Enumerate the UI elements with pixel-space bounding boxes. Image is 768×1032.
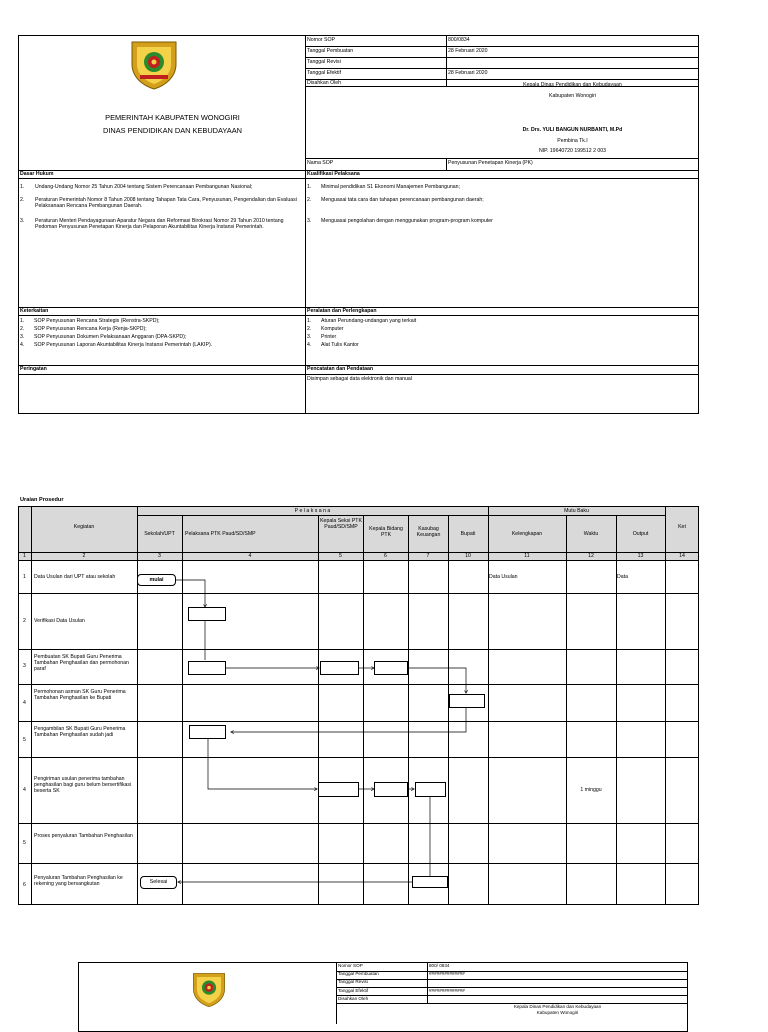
process-box <box>374 782 408 797</box>
keterkaitan-item: SOP Penyusunan Rencana Kerja (Renja-SKPD); <box>34 326 147 332</box>
start-terminal: mulai <box>137 574 176 586</box>
keterkaitan-item: SOP Penyusunan Laporan Akuntabilitas Kinerja Instansi Pemerintah (LAKIP). <box>34 342 213 348</box>
label-disahkan-oleh: Disahkan Oleh <box>307 80 342 86</box>
table-row: Permohonan asman SK Guru Penerima Tambahan Penghasilan ke Bupati <box>34 689 126 702</box>
section-peringatan-title: Peringatan <box>20 366 47 372</box>
col-waktu: Waktu <box>583 531 599 537</box>
col-kegiatan: Kegiatan <box>73 524 95 530</box>
process-box <box>415 782 446 797</box>
label-tanggal-pembuatan: Tanggal Pembuatan <box>307 48 354 54</box>
col-pelaksana-ptk: Pelaksana PTK Paud/SD/SMP <box>185 531 256 537</box>
process-box <box>188 661 226 675</box>
authorizer-name: Dr. Drs. YULI BANGUN NURBANTI, M.Pd <box>522 127 623 133</box>
wonogiri-crest-logo <box>192 970 226 1008</box>
col-output: Output <box>632 531 649 537</box>
col-bupati: Bupati <box>460 531 476 537</box>
process-box <box>320 661 359 675</box>
process-box <box>189 725 226 739</box>
process-box <box>188 607 226 621</box>
dasar-hukum-item: Peraturan Menteri Pendayagunaan Aparatur Negara dan Reformasi Birokrasi Nomor 29 Tahun 2010 tentang Pedoman Penyusunan Penetapan Kinerja dan Pelaporan Akuntabilitas Kinerja Instansi Pemerintah. <box>35 218 284 231</box>
dasar-hukum-item: Undang-Undang Nomor 25 Tahun 2004 tentang Sistem Perencanaan Pembangunan Nasional; <box>35 184 253 190</box>
authorizer-region: Kabupaten Wonogiri <box>549 93 596 99</box>
process-box <box>412 876 448 888</box>
col-ket: Ket <box>678 524 686 530</box>
table-row: Proses penyaluran Tambahan Penghasilan <box>34 833 133 839</box>
section-dasar-hukum-title: Dasar Hukum <box>20 171 54 177</box>
kualifikasi-item: Menguasai tata cara dan tahapan perencanaan pembangunan daerah; <box>321 197 484 203</box>
keterkaitan-item: SOP Penyusunan Dokumen Pelaksanaan Anggaran (DPA-SKPD); <box>34 334 187 340</box>
col-kasubag: Kasubag Keuangan <box>416 526 441 539</box>
table-row: Penyaluran Tambahan Penghasilan ke rekening yang bersangkutan <box>34 875 123 888</box>
label-tanggal-efektif: Tanggal Efektif <box>307 70 342 76</box>
section-kualifikasi-title: Kualifikasi Pelaksana <box>307 171 360 177</box>
process-box <box>318 782 359 797</box>
table-row: Pembuatan SK Bupati Guru Penerima Tambahan Penghasilan dan permohonan paraf <box>34 654 129 673</box>
section-pencatatan-title: Pencatatan dan Pendataan <box>307 366 374 372</box>
col-kasi: Kepala Seksi PTK Paud/SD/SMP <box>320 518 362 531</box>
group-pelaksana: P e l a k s a n a <box>294 508 331 514</box>
value-nama-sop: Penyusunan Penetapan Kinerja (PK) <box>448 160 533 166</box>
gov-line-2: DINAS PENDIDIKAN DAN KEBUDAYAAN <box>103 126 242 135</box>
kualifikasi-item: Minimal pendidikan S1 Ekonomi Manajemen Pembangunan; <box>321 184 460 190</box>
process-box <box>374 661 408 675</box>
peralatan-item: Alat Tulis Kantor <box>321 342 359 348</box>
process-box <box>449 694 485 708</box>
dasar-hukum-item: Peraturan Pemerintah Nomor 8 Tahun 2008 tentang Tahapan Tata Cara, Penyusunan, Pengendalian dan Evaluasi Pelaksanaan Rencana Pembangunan Daerah. <box>35 197 297 210</box>
table-row: Data Usulan dari UPT atau sekolah <box>34 574 116 580</box>
authorizer-title: Kepala Dinas Pendidikan dan Kebudayaan <box>523 82 622 88</box>
col-kelengkapan: Kelengkapan <box>511 531 543 537</box>
authorizer-nip: NIP. 19640720 199512 2 003 <box>538 148 607 154</box>
authorizer-rank: Pembina Tk.I <box>557 138 588 144</box>
end-terminal: Selesai <box>140 876 177 889</box>
section-peralatan-title: Peralatan dan Perlengkapan <box>307 308 377 314</box>
gov-line-1: PEMERINTAH KABUPATEN WONOGIRI <box>105 113 240 122</box>
section-keterkaitan-title: Keterkaitan <box>20 308 49 314</box>
table-row: Pengambilan SK Bupati Guru Penerima Tambahan Penghasilan sudah jadi <box>34 726 126 739</box>
procedure-title: Uraian Prosedur <box>20 497 64 503</box>
table-row: Verifikasi Data Usulan <box>34 618 85 624</box>
col-kabid: Kepala Bidang PTK <box>369 526 403 539</box>
group-mutu-baku: Mutu Baku <box>564 508 589 514</box>
label-tanggal-revisi: Tanggal Revisi <box>307 59 341 65</box>
label-nama-sop: Nama SOP <box>307 160 334 166</box>
kualifikasi-item: Menguasai pengolahan dengan menggunakan program-program komputer <box>321 218 493 224</box>
peralatan-item: Aturan Perundang-undangan yang terkait <box>321 318 417 324</box>
value-nomor-sop: 800/0834 <box>448 37 470 43</box>
value-tanggal-efektif: 28 Februari 2020 <box>448 70 488 76</box>
table-row: Pengiriman usulan penerima tambahan penghasilan bagi guru belum bersertifikasi beserta SK <box>34 776 132 795</box>
value-tanggal-pembuatan: 28 Februari 2020 <box>448 48 488 54</box>
pencatatan-text: Disimpan sebagai data elektronik dan manual <box>307 376 412 382</box>
peralatan-item: Komputer <box>321 326 344 332</box>
col-sekolah: Sekolah/UPT <box>144 531 175 537</box>
peralatan-item: Printer <box>321 334 337 340</box>
label-nomor-sop: Nomor SOP <box>307 37 335 43</box>
keterkaitan-item: SOP Penyusunan Rencana Strategis (Renstra-SKPD); <box>34 318 160 324</box>
